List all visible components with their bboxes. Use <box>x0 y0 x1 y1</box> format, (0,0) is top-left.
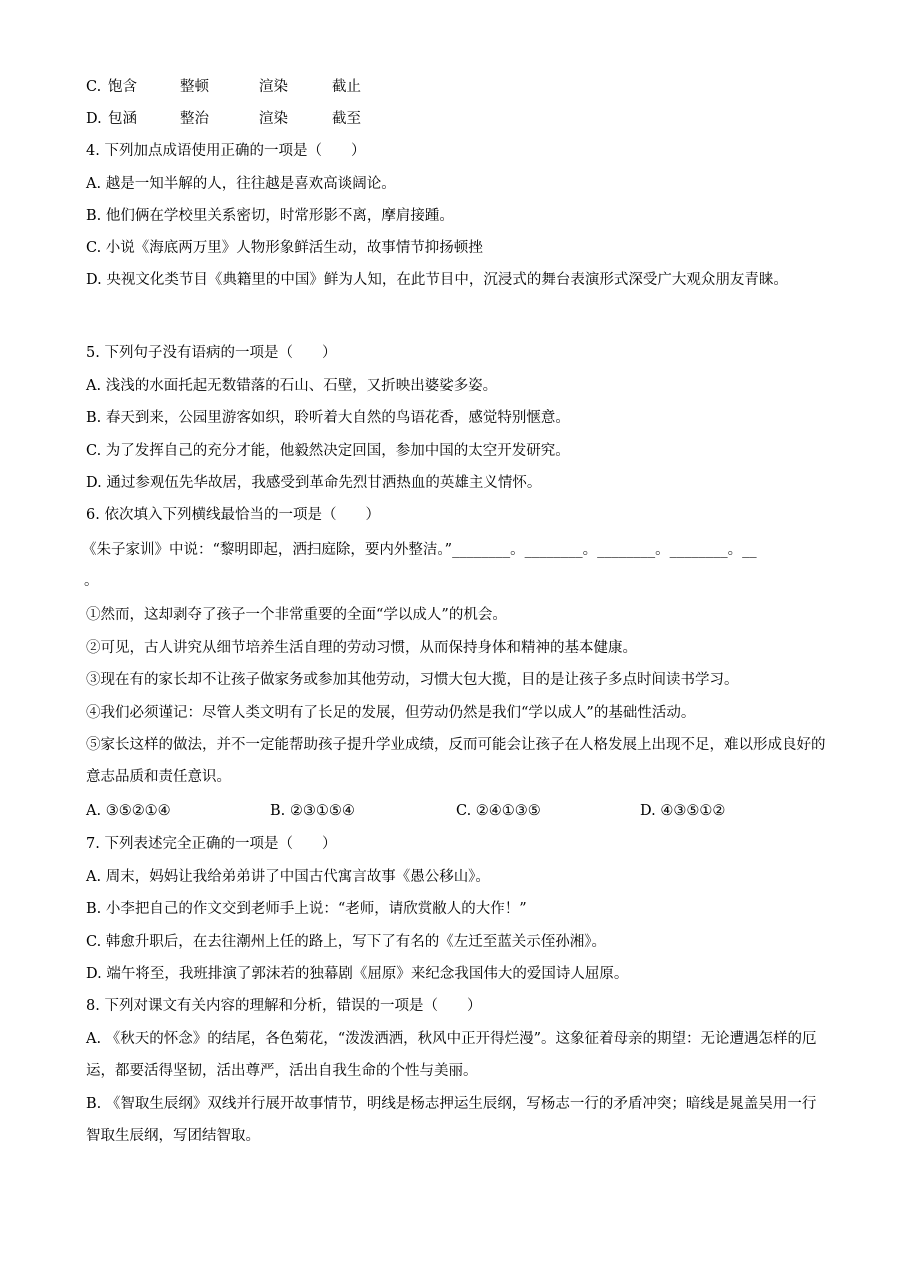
option-letter: D. <box>86 111 102 127</box>
question-6-sentence-1: ①然而，这却剥夺了孩子一个非常重要的全面“学以成人”的机会。 <box>86 607 507 623</box>
question-7-option-d: D. 端午将至，我班排演了郭沫若的独幕剧《屈原》来纪念我国伟大的爱国诗人屈原。 <box>86 966 629 982</box>
question-6-sentence-4: ④我们必须谨记：尽管人类文明有了长足的发展，但劳动仍然是我们“学以成人”的基础性活动。 <box>86 705 696 721</box>
option-word: 渲染 <box>259 79 288 95</box>
option-word: 饱含 <box>108 79 137 95</box>
option-word: 整治 <box>180 111 209 127</box>
question-8-stem: 8. 下列对课文有关内容的理解和分析，错误的一项是（ ） <box>86 998 482 1014</box>
option-letter: C. <box>86 79 102 95</box>
question-6-choice-b: B. ②③①⑤④ <box>270 803 355 819</box>
option-word: 截止 <box>332 79 361 95</box>
question-8-option-a: A. 《秋天的怀念》的结尾，各色菊花，“泼泼洒洒，秋风中正开得烂漫”。这象征着母亲的期望：无论遭遇怎样的厄运，都要活得坚韧，活出尊严，活出自我生命的个性与美丽。 <box>86 1031 817 1079</box>
question-5-option-d: D. 通过参观伍先华故居，我感受到革命先烈甘洒热血的英雄主义情怀。 <box>86 475 542 491</box>
question-6-stem: 6. 依次填入下列横线最恰当的一项是（ ） <box>86 507 380 523</box>
question-5-option-c: C. 为了发挥自己的充分才能，他毅然决定回国，参加中国的太空开发研究。 <box>86 443 570 459</box>
question-4-option-c: C. 小说《海底两万里》人物形象鲜活生动，故事情节抑扬顿挫 <box>86 240 483 256</box>
question-6-choice-d: D. ④③⑤①② <box>640 803 726 819</box>
option-word: 包涵 <box>108 111 137 127</box>
question-6-passage: 《朱子家训》中说：“黎明即起，洒扫庭除，要内外整洁。”________。________。________。________。__ <box>82 542 757 558</box>
question-6-sentence-3: ③现在有的家长却不让孩子做家务或参加其他劳动，习惯大包大揽，目的是让孩子多点时间读书学习。 <box>86 672 739 688</box>
question-6-choice-a: A. ③⑤②①④ <box>86 803 171 819</box>
question-6-sentence-2: ②可见，古人讲究从细节培养生活自理的劳动习惯，从而保持身体和精神的基本健康。 <box>86 640 637 656</box>
question-7-option-b: B. 小李把自己的作文交到老师手上说：“老师，请欣赏敝人的大作！” <box>86 901 527 917</box>
question-4-option-a: A. 越是一知半解的人，往往越是喜欢高谈阔论。 <box>86 176 396 192</box>
question-5-option-b: B. 春天到来，公园里游客如织，聆听着大自然的鸟语花香，感觉特别惬意。 <box>86 410 570 426</box>
question-6-choice-c: C. ②④①③⑤ <box>456 803 541 819</box>
question-4-option-d: D. 央视文化类节目《典籍里的中国》鲜为人知，在此节目中，沉浸式的舞台表演形式深受广大观众朋友青睐。 <box>86 272 788 288</box>
question-8-option-b: B. 《智取生辰纲》双线并行展开故事情节，明线是杨志押运生辰纲，写杨志一行的矛盾冲突；暗线是晁盖吴用一行智取生辰纲，写团结智取。 <box>86 1096 817 1144</box>
question-7-stem: 7. 下列表述完全正确的一项是（ ） <box>86 836 337 852</box>
option-word: 整顿 <box>180 79 209 95</box>
question-6-sentence-5: ⑤家长这样的做法，并不一定能帮助孩子提升学业成绩，反而可能会让孩子在人格发展上出现不足，难以形成良好的意志品质和责任意识。 <box>86 737 826 785</box>
option-word: 截至 <box>332 111 361 127</box>
question-6-passage-end: 。 <box>84 573 99 589</box>
question-5-stem: 5. 下列句子没有语病的一项是（ ） <box>86 345 337 361</box>
question-5-option-a: A. 浅浅的水面托起无数错落的石山、石壁，又折映出婆娑多姿。 <box>86 378 498 394</box>
question-7-option-c: C. 韩愈升职后，在去往潮州上任的路上，写下了有名的《左迁至蓝关示侄孙湘》。 <box>86 934 607 950</box>
question-7-option-a: A. 周末，妈妈让我给弟弟讲了中国古代寓言故事《愚公移山》。 <box>86 869 490 885</box>
question-4-option-b: B. 他们俩在学校里关系密切，时常形影不离，摩肩接踵。 <box>86 208 454 224</box>
option-word: 渲染 <box>259 111 288 127</box>
question-4-stem: 4. 下列加点成语使用正确的一项是（ ） <box>86 143 366 159</box>
